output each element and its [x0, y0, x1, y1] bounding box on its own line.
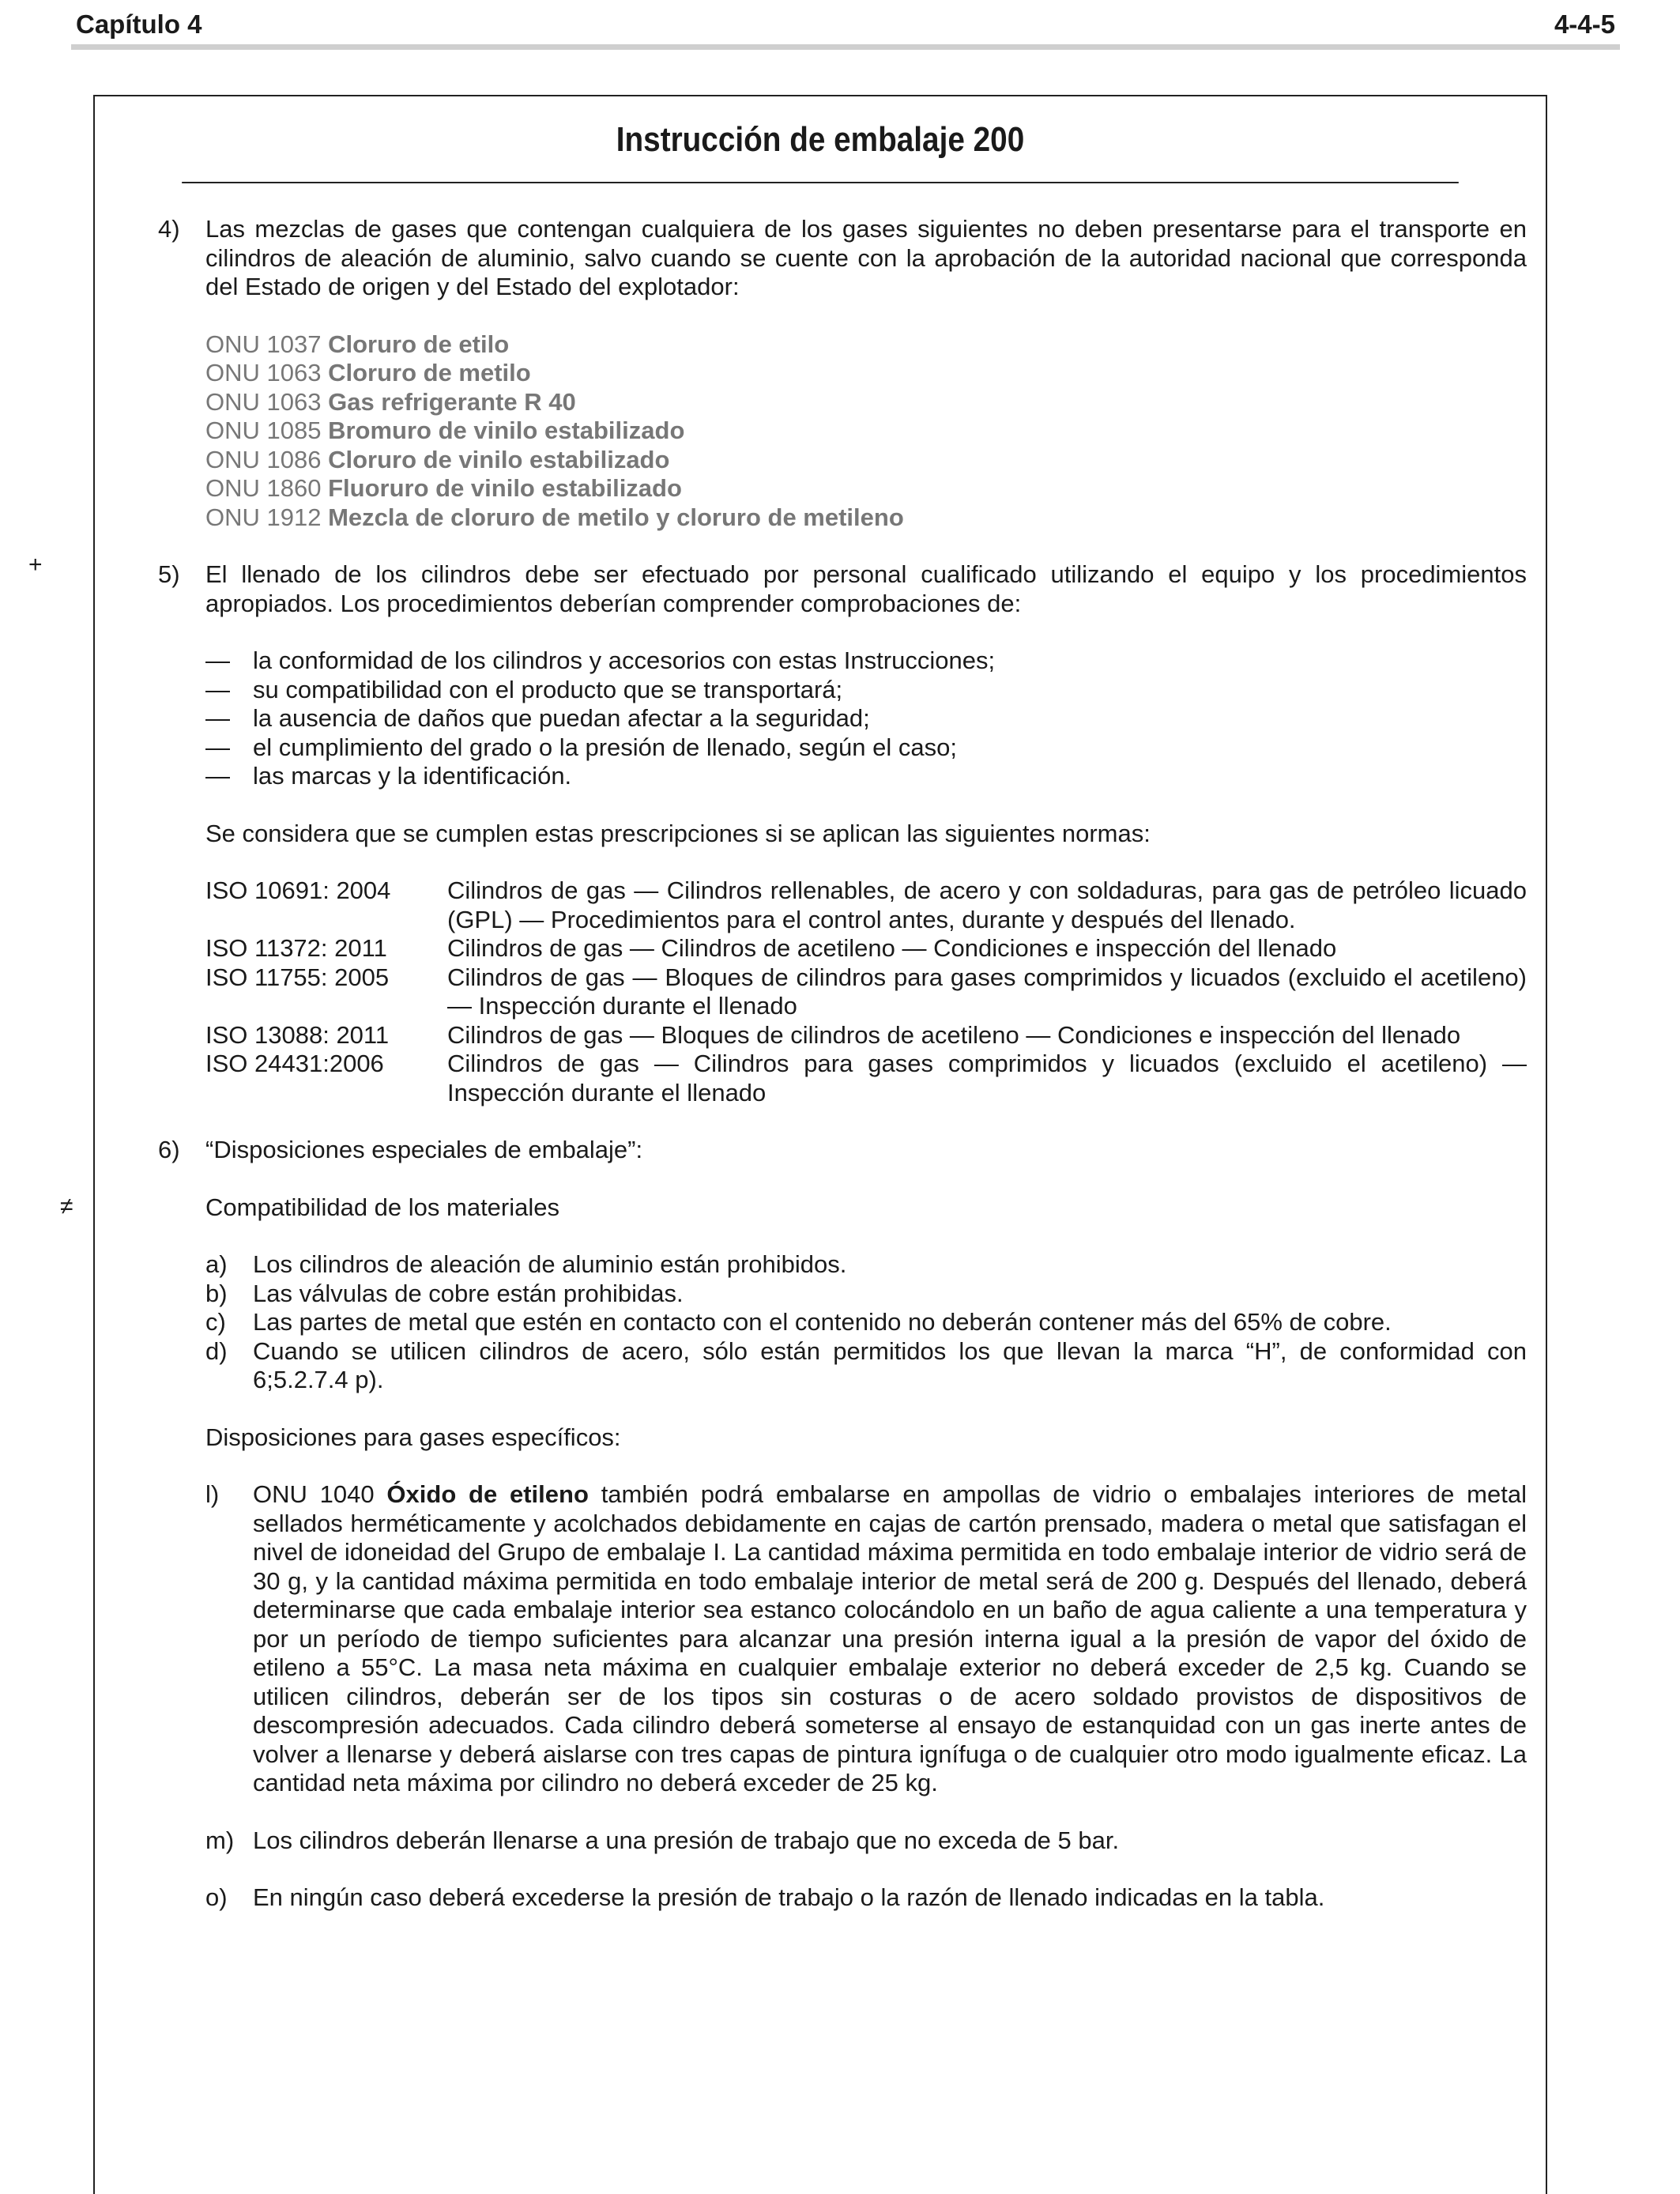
compatibility-list: [205, 1250, 1527, 1395]
list-item: [205, 417, 1527, 446]
paragraph-text: El llenado de los cilindros debe ser efectuado por personal cualificado utilizando el equipo y los procedimientos apropiados. Los procedimientos deberían comprender comprobaciones de:: [205, 560, 1527, 617]
standard-code: ISO 13088: 2011: [205, 1020, 390, 1049]
gas-name: Cloruro de metilo: [328, 359, 531, 386]
list-item: [205, 704, 1527, 733]
instruction-content: [158, 215, 1527, 1941]
dash-bullet: —: [205, 675, 230, 703]
list-item: [205, 1250, 1527, 1280]
standard-description: Cilindros de gas — Bloques de cilindros para gases comprimidos y licuados (excluido el acetileno) — Inspección durante el llenado: [447, 963, 1527, 1020]
item-text: también podrá embalarse en ampollas de vidrio o embalajes interiores de metal sellados herméticamente y acolchados debidamente en cajas de cartón prensado, madera o metal que satisfagan el nivel de idoneidad del Grupo de embalaje I. La cantidad máxima permitida en todo embalaje interior de vidrio será de 30 g, y la cantidad máxima permitida en todo embalaje interior de metal será de 200 g. Después del llenado, deberá determinarse que cada embalaje interior sea estanco colocándolo en un baño de agua caliente a una temperatura y por un período de tiempo suficientes para alcanzar una presión interna igual a la presión de vapor del óxido de etileno a 55°C. La masa neta máxima en cualquier embalaje exterior no deberá exceder de 2,5 kg. Cuando se utilicen cilindros, deberán ser de los tipos sin costuras o de acero soldado provistos de dispositivos de descompresión adecuados. Cada cilindro deberá someterse al ensayo de estanquidad con un gas inerte antes de volver a llenarse y deberá aislarse con tres capas de pintura ignífuga o de cualquier otro modo igualmente eficaz. La cantidad neta máxima por cilindro no deberá exceder de 25 kg.: [253, 1480, 1527, 1796]
item-letter: a): [205, 1250, 228, 1278]
gas-list: [205, 330, 1527, 533]
item-text: Los cilindros de aleación de aluminio están prohibidos.: [253, 1250, 847, 1278]
standard-code: ISO 24431:2006: [205, 1050, 384, 1077]
page-number: 4-4-5: [1554, 9, 1615, 39]
list-item: [205, 388, 1527, 417]
standard-description: Cilindros de gas — Cilindros para gases comprimidos y licuados (excluido el acetileno) — Inspección durante el llenado: [447, 1050, 1527, 1106]
gas-name: Fluoruro de vinilo estabilizado: [328, 474, 682, 502]
standard-code: ISO 11372: 2011: [205, 934, 387, 962]
gas-name: Cloruro de vinilo estabilizado: [328, 445, 670, 473]
list-item: [205, 1337, 1527, 1395]
gas-name: Gas refrigerante R 40: [328, 387, 576, 416]
paragraph-heading: “Disposiciones especiales de embalaje”:: [205, 1136, 643, 1163]
list-item: [205, 733, 1527, 763]
list-item: [205, 647, 1527, 676]
un-number: ONU 1085: [205, 417, 322, 444]
checks-list: [205, 647, 1527, 791]
un-number: ONU 1037: [205, 330, 322, 358]
list-item: [205, 876, 1527, 934]
list-item: [205, 1883, 1527, 1913]
check-text: el cumplimiento del grado o la presión de llenado, según el caso;: [253, 733, 957, 761]
list-item: [205, 1021, 1527, 1050]
gas-name: Óxido de etileno: [386, 1480, 589, 1508]
paragraph-number: 4): [158, 215, 180, 243]
un-number: ONU 1912: [205, 503, 322, 531]
item-text: Cuando se utilicen cilindros de acero, sólo están permitidos los que llevan la marca “H”, de conformidad con 6;5.2.7.4 p).: [253, 1336, 1527, 1393]
list-item: [205, 1280, 1527, 1309]
paragraph-4: [158, 215, 1527, 532]
list-item: [205, 1826, 1527, 1856]
list-item: [205, 934, 1527, 963]
standard-description: Cilindros de gas — Cilindros rellenables, de acero y con soldaduras, para gas de petróleo licuado (GPL) — Procedimientos para el control antes, durante y después del llenado.: [447, 876, 1527, 933]
item-letter: o): [205, 1883, 228, 1911]
check-text: la conformidad de los cilindros y accesorios con estas Instrucciones;: [253, 647, 996, 674]
list-item: [205, 1480, 1527, 1798]
instruction-box: [93, 95, 1547, 2194]
item-letter: c): [205, 1308, 226, 1336]
standard-code: ISO 11755: 2005: [205, 963, 390, 991]
dash-bullet: —: [205, 733, 230, 761]
page-title: Instrucción de embalaje 200: [182, 96, 1459, 183]
paragraph-number: 6): [158, 1136, 180, 1163]
item-text: Los cilindros deberán llenarse a una presión de trabajo que no exceda de 5 bar.: [253, 1826, 1120, 1854]
specific-gases-heading: Disposiciones para gases específicos:: [205, 1423, 621, 1451]
un-number: ONU 1063: [205, 387, 322, 416]
check-text: las marcas y la identificación.: [253, 762, 572, 790]
standard-code: ISO 10691: 2004: [205, 876, 391, 904]
un-number: ONU 1063: [205, 359, 322, 386]
list-item: [205, 474, 1527, 503]
revision-mark-not-equal: ≠: [60, 1193, 73, 1220]
list-item: [205, 359, 1527, 388]
chapter-label: Capítulo 4: [76, 9, 202, 39]
standard-description: Cilindros de gas — Bloques de cilindros de acetileno — Condiciones e inspección del llenado: [447, 1020, 1461, 1049]
item-text: Las válvulas de cobre están prohibidas.: [253, 1279, 684, 1307]
page-header: [71, 6, 1620, 50]
gas-name: Mezcla de cloruro de metilo y cloruro de metileno: [328, 503, 904, 531]
gas-name: Cloruro de etilo: [328, 330, 510, 358]
paragraph-number: 5): [158, 560, 180, 588]
check-text: su compatibilidad con el producto que se transportará;: [253, 675, 843, 703]
paragraph-5: [158, 560, 1527, 1107]
un-number: ONU 1086: [205, 445, 322, 473]
gas-name: Bromuro de vinilo estabilizado: [328, 417, 685, 444]
list-item: [205, 446, 1527, 475]
list-item: [205, 1308, 1527, 1337]
list-item: [205, 503, 1527, 533]
list-item: [205, 676, 1527, 705]
compatibility-heading: Compatibilidad de los materiales: [205, 1193, 560, 1221]
un-number: ONU 1860: [205, 474, 322, 502]
check-text: la ausencia de daños que puedan afectar a la seguridad;: [253, 704, 870, 732]
list-item: [205, 963, 1527, 1021]
item-letter: m): [205, 1826, 235, 1854]
item-letter: d): [205, 1336, 228, 1365]
list-item: [205, 330, 1527, 360]
revision-mark-plus: +: [28, 552, 43, 578]
specific-gases-list: [205, 1480, 1527, 1913]
standard-description: Cilindros de gas — Cilindros de acetileno — Condiciones e inspección del llenado: [447, 934, 1337, 962]
standards-intro: Se considera que se cumplen estas prescripciones si se aplican las siguientes normas:: [205, 819, 1151, 847]
standards-list: [205, 876, 1527, 1107]
dash-bullet: —: [205, 704, 230, 732]
dash-bullet: —: [205, 762, 230, 790]
paragraph-text: Las mezclas de gases que contengan cualquiera de los gases siguientes no deben presentarse para el transporte en cilindros de aleación de aluminio, salvo cuando se cuente con la aprobación de la autoridad nacional que corresponda del Estado de origen y del Estado del explotador:: [205, 215, 1527, 300]
dash-bullet: —: [205, 647, 230, 674]
item-letter: l): [205, 1480, 220, 1508]
item-text: Las partes de metal que estén en contacto con el contenido no deberán contener más del 65% de cobre.: [253, 1308, 1392, 1336]
item-text: En ningún caso deberá excederse la presión de trabajo o la razón de llenado indicadas en la tabla.: [253, 1883, 1325, 1911]
item-letter: b): [205, 1279, 228, 1307]
list-item: [205, 762, 1527, 791]
list-item: [205, 1050, 1527, 1107]
un-number: ONU 1040: [253, 1480, 375, 1508]
paragraph-6: [158, 1136, 1527, 1913]
